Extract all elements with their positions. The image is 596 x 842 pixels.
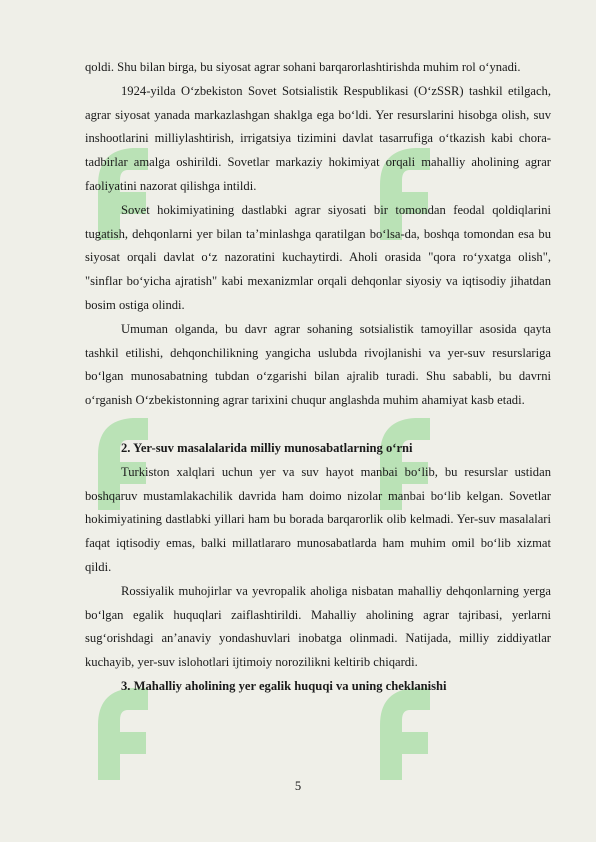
document-body [85, 56, 551, 699]
paragraph: Sovet hokimiyatining dastlabki agrar siyosati bir tomondan feodal qoldiqlarini tugatish, dehqonlarni yer bilan ta’minlashga qaratilgan bo‘lsa-da, boshqa tomondan esa bu siyosat orqali davlat o‘z nazoratini kuchaytirdi. Aholi orasida "qora ro‘yxatga olish", "sinflar bo‘yicha ajratish" kabi mexanizmlar orqali dehqonlar siyosiy va iqtisodiy jihatdan bosim ostiga olindi. [85, 202, 551, 312]
section-heading-3: 3. Mahalliy aholining yer egalik huquqi va uning cheklanishi [121, 678, 447, 693]
paragraph: Rossiyalik muhojirlar va yevropalik aholiga nisbatan mahalliy dehqonlarning yerga bo‘lgan egalik huquqlari zaiflashtirildi. Mahalliy aholining agrar tajribasi, yerlarni sug‘orishdagi an’anaviy yondashuvlari inobatga olinmadi. Natijada, milliy ziddiyatlar kuchayib, yer-suv islohotlari ijtimoiy norozilikni keltirib chiqardi. [85, 583, 551, 670]
paragraph: Umuman olganda, bu davr agrar sohaning sotsialistik tamoyillar asosida qayta tashkil etilishi, dehqonchilikning yangicha uslubda rivojlanishi va yer-suv resurslariga bo‘lgan munosabatning tubdan o‘zgarishi bilan ajralib turadi. Shu sababli, bu davrni o‘rganish O‘zbekistonning agrar tarixini chuqur anglashda muhim ahamiyat kasb etadi. [85, 321, 551, 408]
paragraph: Turkiston xalqlari uchun yer va suv hayot manbai bo‘lib, bu resurslar ustidan boshqaruv mustamlakachilik davrida ham doimo nizolar manbai bo‘lib kelgan. Sovetlar hokimiyatining dastlabki yillari ham bu borada barqarorlik olib kelmadi. Yer-suv masalalari faqat iqtisodiy emas, balki millatlararo munosabatlarda ham muhim omil bo‘lib xizmat qildi. [85, 464, 551, 574]
section-heading-2: 2. Yer-suv masalalarida milliy munosabatlarning o‘rni [121, 440, 413, 455]
paragraph: 1924-yilda O‘zbekiston Sovet Sotsialistik Respublikasi (O‘zSSR) tashkil etilgach, agrar siyosat yanada markazlashgan shaklga ega bo‘ldi. Yer resurslarini hisobga olish, suv inshootlarini milliylashtirish, irrigatsiya tizimini davlat tasarrufiga o‘tkazish kabi chora-tadbirlar amalga oshirildi. Sovetlar markaziy hokimiyat orqali mahalliy aholining agrar faoliyatini nazorat qilishga intildi. [85, 83, 551, 193]
section-spacer [85, 413, 551, 437]
paragraph: qoldi. Shu bilan birga, bu siyosat agrar sohani barqarorlashtirishda muhim rol o‘ynadi. [85, 60, 521, 74]
page-number: 5 [294, 779, 302, 793]
